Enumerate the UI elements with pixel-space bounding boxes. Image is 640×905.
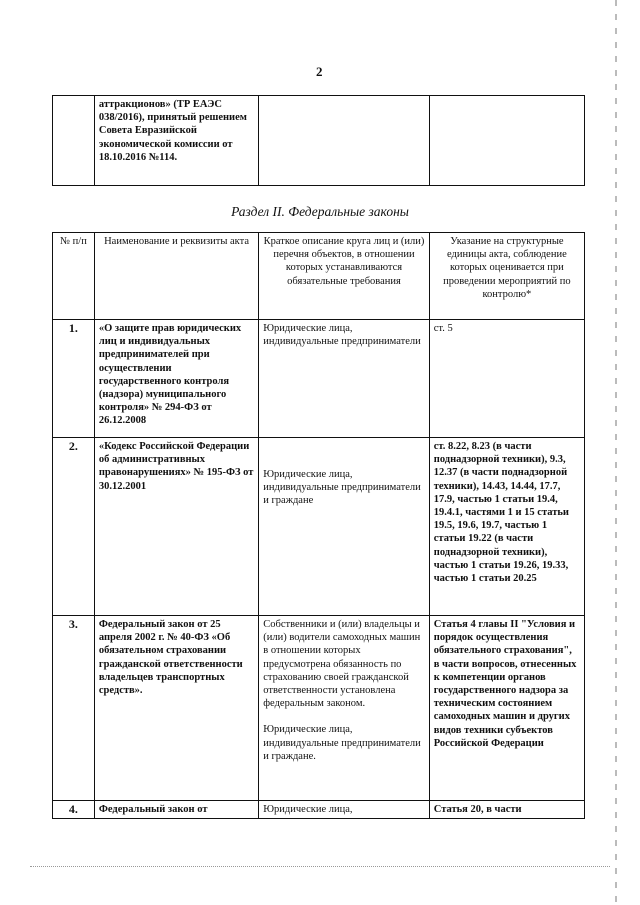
- row-units: ст. 8.22, 8.23 (в части поднадзорной техники), 9.3, 12.37 (в части поднадзорной техники), 14.43, 14.44, 17.7, 17.9, частью 1 статьи 19.4, 19.4.1, частями 1 и 15 статьи 19.5, 19.6, 19.7, частью 1 статьи 19.22 (в части поднадзорной техники), частью 1 статьи 19.26, 19.33, частью 1 статьи 20.25: [429, 438, 584, 616]
- header-desc: Краткое описание круга лиц и (или) перечня объектов, в отношении которых устанавливаются обязательные требования: [259, 233, 430, 320]
- row-desc: Юридические лица, индивидуальные предприниматели и граждане: [259, 438, 430, 616]
- row-desc-part-2: Юридические лица, индивидуальные предприниматели и граждане.: [263, 724, 421, 762]
- scan-artifact-line: [30, 866, 610, 867]
- row-units: Статья 4 главы II "Условия и порядок осуществления обязательного страхования", в части вопросов, отнесенных к компетенции органов государственного надзора за техническим состоянием самоходных машин и других видов техники субъектов Российской Федерации: [429, 616, 584, 801]
- top-table-fragment: [52, 95, 585, 186]
- table-row: [53, 616, 585, 801]
- row-num: 2.: [53, 438, 95, 616]
- row-desc: [259, 616, 430, 801]
- table-row: [53, 801, 585, 819]
- top-desc-cell: [259, 96, 430, 186]
- row-units: Статья 20, в части: [429, 801, 584, 819]
- federal-laws-table: [52, 232, 585, 819]
- row-name: «О защите прав юридических лиц и индивидуальных предпринимателей при осуществлении государственного контроля (надзора) муниципального контроля» № 294-ФЗ от 26.12.2008: [94, 320, 258, 438]
- table-row: [53, 438, 585, 616]
- header-name: Наименование и реквизиты акта: [94, 233, 258, 320]
- scan-edge-marks: [615, 0, 617, 905]
- row-name: «Кодекс Российской Федерации об административных правонарушениях» № 195-ФЗ от 30.12.2001: [94, 438, 258, 616]
- row-num: 4.: [53, 801, 95, 819]
- table-header-row: [53, 233, 585, 320]
- header-units: Указание на структурные единицы акта, соблюдение которых оценивается при проведении мероприятий по контролю*: [429, 233, 584, 320]
- row-num: 1.: [53, 320, 95, 438]
- row-desc: Юридические лица, индивидуальные предприниматели: [259, 320, 430, 438]
- row-name: Федеральный закон от: [94, 801, 258, 819]
- top-units-cell: [429, 96, 584, 186]
- section-title: Раздел II. Федеральные законы: [231, 204, 409, 219]
- row-num: 3.: [53, 616, 95, 801]
- row-units: ст. 5: [429, 320, 584, 438]
- table-row: [53, 320, 585, 438]
- row-desc: Юридические лица,: [259, 801, 430, 819]
- top-name-cell: аттракционов» (ТР ЕАЭС 038/2016), принятый решением Совета Евразийской экономической комисcии от 18.10.2016 №114.: [94, 96, 258, 186]
- top-num-cell: [53, 96, 95, 186]
- page-number: 2: [316, 64, 323, 79]
- row-name: Федеральный закон от 25 апреля 2002 г. № 40-ФЗ «Об обязательном страховании гражданской ответственности владельцев транспортных средств».: [94, 616, 258, 801]
- row-desc-part-1: Собственники и (или) владельцы и (или) водители самоходных машин в отношении которых предусмотрена обязанность по страхованию своей гражданской ответственности установлена федеральным законом.: [263, 619, 421, 710]
- header-num: № п/п: [53, 233, 95, 320]
